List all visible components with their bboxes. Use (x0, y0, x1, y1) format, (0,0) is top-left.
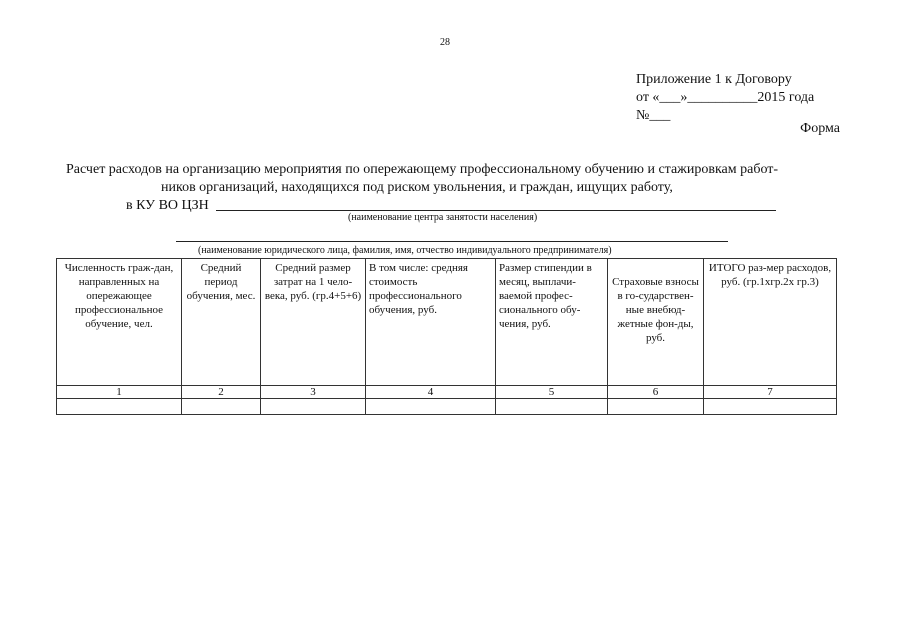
data-cell-3[interactable] (261, 399, 366, 415)
data-cell-6[interactable] (608, 399, 704, 415)
appendix-line-2: от «___»__________2015 года (636, 90, 815, 105)
employer-name-underline (176, 241, 728, 242)
header-cell-4: В том числе: средняя стоимость профессионального обучения, руб. (366, 259, 496, 386)
header-cell-7: ИТОГО раз-мер расходов, руб. (гр.1хгр.2х гр.3) (704, 259, 837, 386)
title-line-3: в КУ ВО ЦЗН (126, 198, 209, 213)
column-number-3: 3 (261, 386, 366, 399)
header-cell-6: Страховые взносы в го-сударствен-ные внебюд-жетные фон-ды, руб. (608, 259, 704, 386)
expense-table (56, 258, 837, 415)
appendix-line-1: Приложение 1 к Договору (636, 72, 792, 87)
data-cell-4[interactable] (366, 399, 496, 415)
table-column-numbers-row (57, 386, 837, 399)
appendix-line-3: №___ (636, 108, 671, 123)
column-number-2: 2 (182, 386, 261, 399)
header-cell-3: Средний размер затрат на 1 чело-века, руб. (гр.4+5+6) (261, 259, 366, 386)
header-cell-5: Размер стипендии в месяц, выплачи-ваемой профес-сионального обу-чения, руб. (496, 259, 608, 386)
column-number-1: 1 (57, 386, 182, 399)
header-cell-1: Численность граж-дан, направленных на опережающее профессиональное обучение, чел. (57, 259, 182, 386)
table-header-row (57, 259, 837, 386)
data-cell-5[interactable] (496, 399, 608, 415)
form-label: Форма (800, 121, 840, 136)
column-number-5: 5 (496, 386, 608, 399)
data-cell-2[interactable] (182, 399, 261, 415)
table-data-row (57, 399, 837, 415)
column-number-6: 6 (608, 386, 704, 399)
title-line-1: Расчет расходов на организацию мероприятия по опережающему профессиональному обучению и стажировкам работ- (66, 162, 779, 177)
column-number-4: 4 (366, 386, 496, 399)
employer-name-caption: (наименование юридического лица, фамилия, имя, отчество индивидуального предпринимателя) (198, 245, 612, 256)
column-number-7: 7 (704, 386, 837, 399)
page-number: 28 (440, 37, 450, 48)
title-line-2: ников организаций, находящихся под риском увольнения, и граждан, ищущих работу, (161, 180, 673, 195)
center-name-caption: (наименование центра занятости населения) (348, 212, 538, 223)
data-cell-7[interactable] (704, 399, 837, 415)
center-name-underline (216, 210, 776, 211)
header-cell-2: Средний период обучения, мес. (182, 259, 261, 386)
data-cell-1[interactable] (57, 399, 182, 415)
